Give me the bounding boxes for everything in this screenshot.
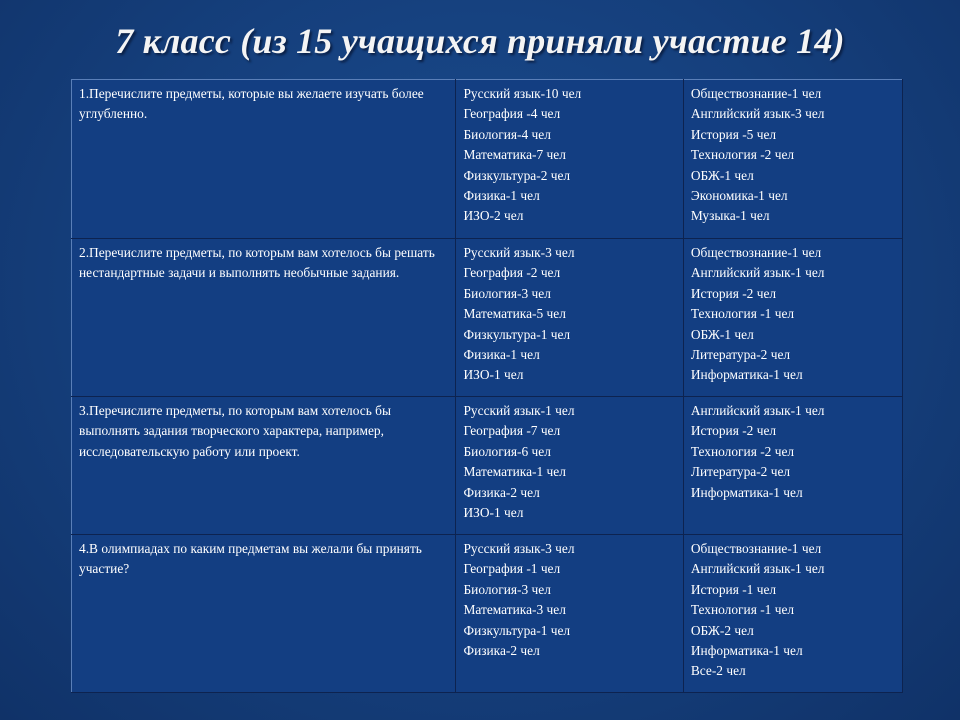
subject-count: География -1 чел <box>463 561 561 577</box>
subject-count: Математика-3 чел <box>463 602 566 618</box>
question-text: 3.Перечислите предметы, по которым вам хотелось бы выполнять задания творческого характера, например, исследовательскую работу или проект. <box>79 403 391 459</box>
subject-count: ИЗО-2 чел <box>463 208 524 224</box>
question-text: 2.Перечислите предметы, по которым вам хотелось бы решать нестандартные задачи и выполнять необычные задания. <box>79 245 435 281</box>
subject-count: Физика-2 чел <box>463 484 540 500</box>
subject-count: ОБЖ-2 чел <box>690 622 754 638</box>
subject-count: Обществознание-1 чел <box>690 541 822 556</box>
subject-count: Английский язык-1 чел <box>690 403 825 418</box>
subject-count: Русский язык-1 чел <box>463 403 575 418</box>
subject-count: Литература-2 чел <box>690 347 791 363</box>
subject-count: Технология -2 чел <box>690 443 795 459</box>
subject-count: География -2 чел <box>463 265 561 281</box>
subject-count: ИЗО-1 чел <box>463 367 524 383</box>
subject-count: Физика-2 чел <box>463 643 540 659</box>
subjects-cell-b <box>683 80 902 239</box>
subjects-cell-b <box>683 397 902 535</box>
table-row <box>72 397 903 535</box>
subjects-cell-b <box>683 535 902 693</box>
subject-count: Физика-1 чел <box>463 188 540 204</box>
question-text: 4.В олимпиадах по каким предметам вы желали бы принять участие? <box>79 541 422 577</box>
subject-count: Обществознание-1 чел <box>690 86 822 101</box>
table-row <box>72 535 903 693</box>
subject-count: Технология -1 чел <box>690 602 795 618</box>
subject-count: Английский язык-3 чел <box>690 106 825 122</box>
subject-count: Физкультура-1 чел <box>463 622 571 638</box>
subjects-cell-b <box>683 239 902 397</box>
subject-count: Обществознание-1 чел <box>690 245 822 260</box>
subject-count: История -2 чел <box>690 423 777 439</box>
subject-count: Английский язык-1 чел <box>690 265 825 281</box>
subject-count: История -2 чел <box>690 285 777 301</box>
question-cell <box>72 535 456 693</box>
subject-count: Экономика-1 чел <box>690 188 788 204</box>
subject-count: География -4 чел <box>463 106 561 122</box>
subject-count: Биология-6 чел <box>463 443 551 459</box>
subject-count: Физика-1 чел <box>463 347 540 363</box>
question-cell <box>72 397 456 535</box>
subjects-cell-a <box>456 239 683 397</box>
subject-count: Математика-5 чел <box>463 306 566 322</box>
subjects-cell-a <box>456 397 683 535</box>
question-text: 1.Перечислите предметы, которые вы желаете изучать более углубленно. <box>79 86 424 122</box>
subject-count: Английский язык-1 чел <box>690 561 825 577</box>
subjects-cell-a <box>456 80 683 239</box>
table-row <box>72 239 903 397</box>
subject-count: Информатика-1 чел <box>690 484 803 500</box>
subject-count: Музыка-1 чел <box>690 208 770 224</box>
subject-count: Математика-1 чел <box>463 464 566 480</box>
question-cell <box>72 239 456 397</box>
subject-count: Технология -1 чел <box>690 306 795 322</box>
survey-results-table <box>71 79 903 693</box>
subject-count: История -1 чел <box>690 581 777 597</box>
subject-count: Биология-3 чел <box>463 581 551 597</box>
subject-count: Русский язык-3 чел <box>463 541 575 556</box>
question-cell <box>72 80 456 239</box>
subject-count: Все-2 чел <box>690 663 746 679</box>
subject-count: Математика-7 чел <box>463 147 566 163</box>
subject-count: Биология-4 чел <box>463 126 551 142</box>
subject-count: История -5 чел <box>690 126 777 142</box>
slide-title: 7 класс (из 15 учащихся приняли участие 14) <box>115 21 845 61</box>
subject-count: ИЗО-1 чел <box>463 505 524 521</box>
subject-count: Информатика-1 чел <box>690 367 803 383</box>
subject-count: Русский язык-3 чел <box>463 245 575 260</box>
subject-count: Биология-3 чел <box>463 285 551 301</box>
subject-count: ОБЖ-1 чел <box>690 167 754 183</box>
subject-count: Информатика-1 чел <box>690 643 803 659</box>
subject-count: Русский язык-10 чел <box>463 86 582 101</box>
subject-count: География -7 чел <box>463 423 561 439</box>
table-row <box>72 80 903 239</box>
subject-count: Литература-2 чел <box>690 464 791 480</box>
subjects-cell-a <box>456 535 683 693</box>
subject-count: ОБЖ-1 чел <box>690 326 754 342</box>
subject-count: Физкультура-2 чел <box>463 167 571 183</box>
subject-count: Технология -2 чел <box>690 147 795 163</box>
subject-count: Физкультура-1 чел <box>463 326 571 342</box>
